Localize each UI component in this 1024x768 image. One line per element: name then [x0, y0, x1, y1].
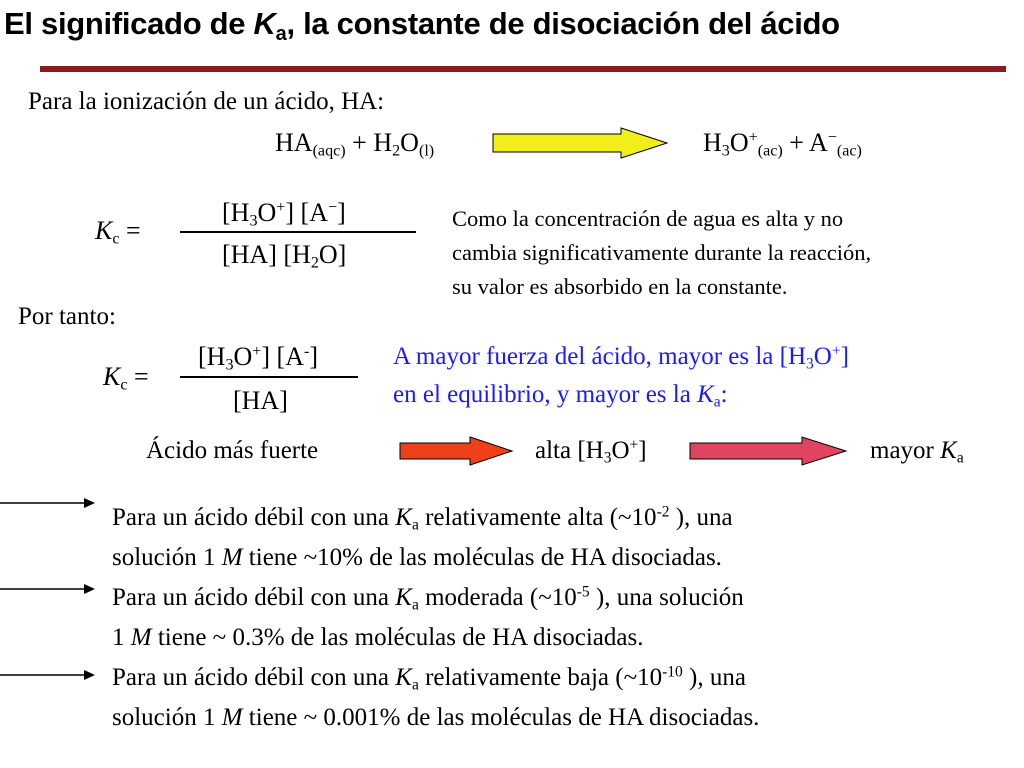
- kc1-denominator: [HA] $[H_2O]$: [222, 240, 347, 272]
- kc-label-1: $K_c$ =: [95, 216, 141, 248]
- bullet-item-high-ka: Para un ácido débil con una $K_a$ relativamente alta ($\sim 10^{-2}$ ), una solución 1 M tiene ~10% de las moléculas de HA disociadas.: [112, 503, 733, 571]
- intro-text: Para la ionización de un ácido, HA:: [28, 88, 385, 115]
- bullet-item-low-ka: Para un ácido débil con una $K_a$ relativamente baja ($\sim 10^{-10}$ ), una solución 1 M tiene ~ 0.001% de las moléculas de HA disociadas.: [112, 663, 760, 731]
- reaction-products: $H_3O^+_{(ac)} + A^-_{(ac)}$: [703, 128, 862, 160]
- bullet-arrow-icon: [0, 497, 96, 509]
- high-h3o-text: alta $[H_3O^+]$: [535, 436, 647, 467]
- therefore-text: Por tanto:: [18, 303, 116, 330]
- kc2-numerator: $[H_3O^+]$ [A-]: [198, 342, 319, 374]
- higher-ka-text: mayor $K_a$: [870, 437, 964, 467]
- kc1-numerator: $[H_3O^+]$ [A−]: [222, 198, 346, 230]
- bullet-arrow-icon: [0, 669, 96, 681]
- page-title: El significado de $K_a$, la constante de disociación del ácido: [4, 6, 840, 45]
- bullet-arrow-icon: [0, 583, 96, 595]
- pink-arrow-icon: [690, 437, 848, 465]
- blue-statement-line1: A mayor fuerza del ácido, mayor es la $[H_3O^+]$: [393, 342, 849, 373]
- kc1-fraction-bar: [180, 231, 416, 233]
- kc2-denominator: [HA]: [233, 386, 288, 415]
- reaction-arrow-icon: [493, 128, 668, 158]
- reaction-reactants: $HA_{(aqc)} + H_2O_{(l)}$: [275, 128, 435, 160]
- strong-acid-text: Ácido más fuerte: [146, 437, 319, 464]
- bullet-item-moderate-ka: Para un ácido débil con una $K_a$ moderada ($\sim 10^{-5}$ ), una solución 1 M tiene ~ 0.3% de las moléculas de HA disociadas.: [112, 583, 744, 651]
- orange-arrow-icon: [400, 437, 514, 465]
- title-divider: [40, 66, 1006, 72]
- kc-label-2: $K_c$ =: [103, 362, 149, 394]
- blue-statement-line2: en el equilibrio, y mayor es la $K_a$:: [393, 381, 728, 411]
- water-note: Como la concentración de agua es alta y no cambia significativamente durante la reacción, su valor es absorbido en la constante.: [452, 206, 872, 299]
- kc2-fraction-bar: [180, 376, 358, 378]
